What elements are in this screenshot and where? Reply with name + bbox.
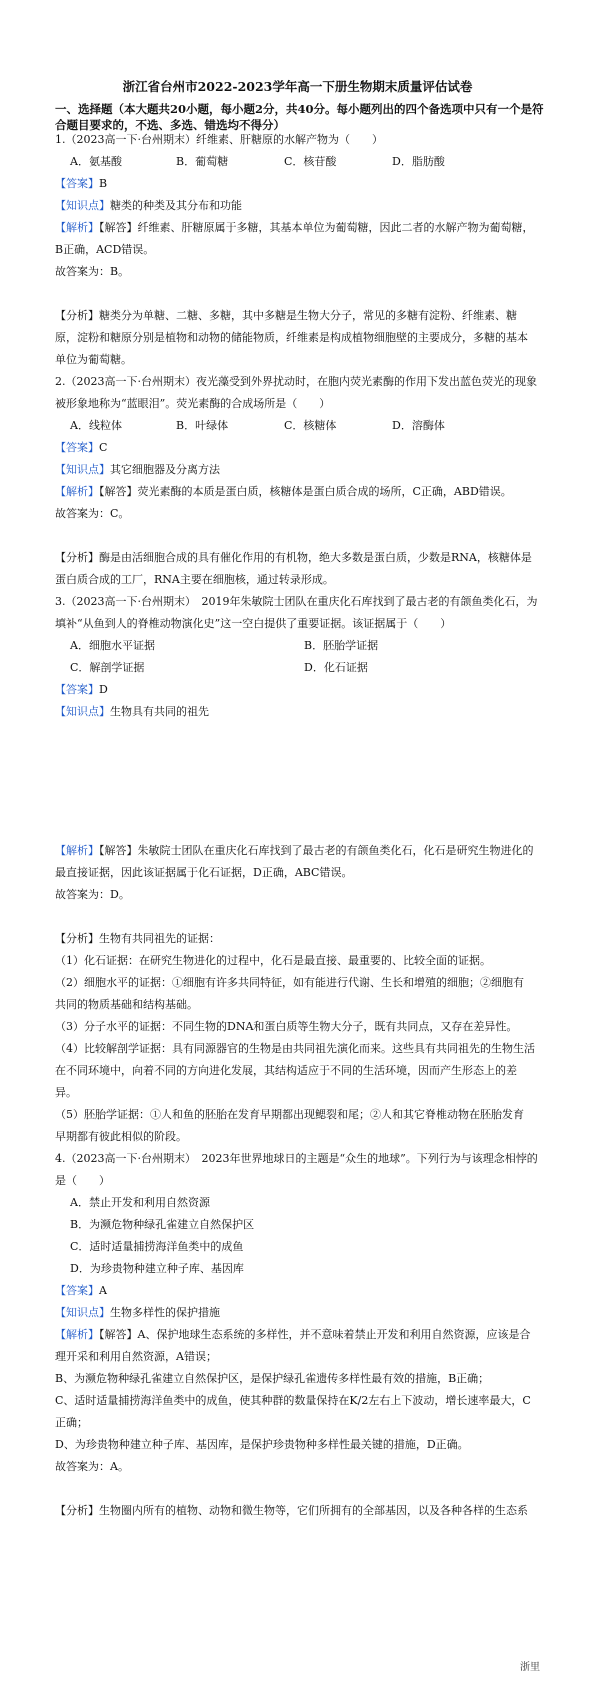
knowledge-tag: 【知识点】 <box>55 199 110 212</box>
option-b: B．为濒危物种绿孔雀建立自然保护区 <box>70 1218 255 1231</box>
analysis-line: C、适时适量捕捞海洋鱼类中的成鱼，使其种群的数量保持在K/2左右上下波动，增长速率最大，C <box>55 1394 531 1407</box>
page-footer: 浙里 <box>520 1662 540 1673</box>
knowledge-value: 生物多样性的保护措施 <box>110 1306 220 1319</box>
analysis-line: 故答案为：A。 <box>55 1460 129 1473</box>
analysis-line: 【解析】【解答】朱敏院士团队在重庆化石库找到了最古老的有颌鱼类化石，化石是研究生物进化的 <box>55 844 534 857</box>
answer-line <box>55 441 545 455</box>
fenxi-tag: 【分析】 <box>55 309 99 322</box>
question-3-options <box>0 661 595 677</box>
option-a: A．细胞水平证据 <box>70 639 155 652</box>
option-b: B．叶绿体 <box>176 419 229 432</box>
knowledge-value: 糖类的种类及其分布和功能 <box>110 199 242 212</box>
fenxi-line: （3）分子水平的证据：不同生物的DNA和蛋白质等生物大分子，既有共同点，又存在差异性。 <box>55 1020 518 1033</box>
knowledge-line <box>55 1306 545 1320</box>
analysis-line: 最直接证据，因此该证据属于化石证据，D正确，ABC错误。 <box>55 866 353 879</box>
fenxi-line: （2）细胞水平的证据：①细胞有许多共同特征，如有能进行代谢、生长和增殖的细胞；②细胞有 <box>55 976 524 989</box>
knowledge-line <box>55 199 545 213</box>
answer-tag: 【答案】 <box>55 683 99 696</box>
analysis-tag: 【解析】 <box>55 221 99 234</box>
knowledge-tag: 【知识点】 <box>55 1306 110 1319</box>
knowledge-line <box>55 705 545 719</box>
fenxi-tag: 【分析】 <box>55 551 99 564</box>
option-d: D．化石证据 <box>304 661 368 674</box>
fenxi-line: 【分析】生物圈内所有的植物、动物和微生物等，它们所拥有的全部基因，以及各种各样的生态系 <box>55 1504 528 1517</box>
question-2-options <box>0 419 595 435</box>
answer-tag: 【答案】 <box>55 1284 99 1297</box>
fenxi-line: 【分析】酶是由活细胞合成的具有催化作用的有机物，绝大多数是蛋白质，少数是RNA，核糖体是 <box>55 551 532 564</box>
fenxi-line: 【分析】生物有共同祖先的证据： <box>55 932 220 945</box>
option-c: C．核苷酸 <box>284 155 337 168</box>
option-a: A．禁止开发和利用自然资源 <box>70 1196 210 1209</box>
knowledge-value: 其它细胞器及分离方法 <box>110 463 220 476</box>
option-c: C．解剖学证据 <box>70 661 145 674</box>
fenxi-line: （5）胚胎学证据：①人和鱼的胚胎在发育早期都出现鳃裂和尾；②人和其它脊椎动物在胚胎发育 <box>55 1108 524 1121</box>
fenxi-line: （1）化石证据：在研究生物进化的过程中，化石是最直接、最重要的、比较全面的证据。 <box>55 954 491 967</box>
answer-tag: 【答案】 <box>55 177 99 190</box>
question-4-stem: 是（ ） <box>55 1174 110 1187</box>
answer-value: D <box>99 683 108 696</box>
knowledge-tag: 【知识点】 <box>55 463 110 476</box>
analysis-line: 【解析】【解答】A、保护地球生态系统的多样性，并不意味着禁止开发和利用自然资源，应该是合 <box>55 1328 531 1341</box>
fenxi-line: 早期都有彼此相似的阶段。 <box>55 1130 187 1143</box>
answer-value: B <box>99 177 108 190</box>
analysis-line: 【解析】【解答】纤维素、肝糖原属于多糖，其基本单位为葡萄糖，因此二者的水解产物为葡萄糖， <box>55 221 534 234</box>
answer-value: C <box>99 441 108 454</box>
knowledge-value: 生物具有共同的祖先 <box>110 705 209 718</box>
analysis-line: D、为珍贵物种建立种子库、基因库，是保护珍贵物种多样性最关键的措施，D正确。 <box>55 1438 469 1451</box>
fenxi-line: （4）比较解剖学证据：具有同源器官的生物是由共同祖先演化而来。这些具有共同祖先的生物生活 <box>55 1042 535 1055</box>
analysis-line: 故答案为：C。 <box>55 507 130 520</box>
answer-line <box>55 1284 545 1298</box>
question-2-stem: 被形象地称为“蓝眼泪”。荧光素酶的合成场所是（ ） <box>55 397 331 410</box>
question-1-options <box>0 155 595 171</box>
knowledge-line <box>55 463 545 477</box>
analysis-line: 【解析】【解答】荧光素酶的本质是蛋白质，核糖体是蛋白质合成的场所，C正确，ABD错误。 <box>55 485 512 498</box>
analysis-line: 理开采和利用自然资源，A错误； <box>55 1350 217 1363</box>
fenxi-line: 【分析】糖类分为单糖、二糖、多糖，其中多糖是生物大分子，常见的多糖有淀粉、纤维素、糖 <box>55 309 517 322</box>
fenxi-line: 单位为葡萄糖。 <box>55 353 132 366</box>
option-c: C．核糖体 <box>284 419 337 432</box>
knowledge-tag: 【知识点】 <box>55 705 110 718</box>
fenxi-tag: 【分析】 <box>55 1504 99 1517</box>
analysis-line: 故答案为：B。 <box>55 265 130 278</box>
answer-tag: 【答案】 <box>55 441 99 454</box>
fenxi-line: 蛋白质合成的工厂，RNA主要在细胞核，通过转录形成。 <box>55 573 334 586</box>
question-3-stem: 填补“从鱼到人的脊椎动物演化史”这一空白提供了重要证据。该证据属于（ ） <box>55 617 452 630</box>
fenxi-line: 在不同环境中，向着不同的方向进化发展，其结构适应于不同的生活环境，因而产生形态上的差 <box>55 1064 517 1077</box>
option-a: A．线粒体 <box>70 419 122 432</box>
option-a: A．氨基酸 <box>70 155 122 168</box>
question-1-stem: 1.（2023高一下·台州期末）纤维素、肝糖原的水解产物为（ ） <box>55 133 383 146</box>
answer-line <box>55 177 545 191</box>
analysis-tag: 【解析】 <box>55 844 99 857</box>
fenxi-tag: 【分析】 <box>55 932 99 945</box>
analysis-line: B、为濒危物种绿孔雀建立自然保护区，是保护绿孔雀遗传多样性最有效的措施，B正确； <box>55 1372 490 1385</box>
option-d: D．为珍贵物种建立种子库、基因库 <box>70 1262 244 1275</box>
analysis-line: 故答案为：D。 <box>55 888 130 901</box>
question-4-stem: 4.（2023高一下·台州期末） 2023年世界地球日的主题是“众生的地球”。下列行为与该理念相悖的 <box>55 1152 538 1165</box>
analysis-line: 正确； <box>55 1416 88 1429</box>
section-heading: 一、选择题（本大题共20小题，每小题2分，共40分。每小题列出的四个备选项中只有一个是符合题目要求的，不选、多选、错选均不得分） <box>55 102 544 132</box>
option-d: D．脂肪酸 <box>392 155 445 168</box>
question-2-stem: 2.（2023高一下·台州期末）夜光藻受到外界扰动时，在胞内荧光素酶的作用下发出蓝色荧光的现象 <box>55 375 537 388</box>
answer-line <box>55 683 545 697</box>
analysis-line: B正确，ACD错误。 <box>55 243 155 256</box>
question-3-stem: 3.（2023高一下·台州期末） 2019年朱敏院士团队在重庆化石库找到了最古老的有颌鱼类化石，为 <box>55 595 538 608</box>
fenxi-line: 异。 <box>55 1086 77 1099</box>
option-b: B．葡萄糖 <box>176 155 229 168</box>
fenxi-line: 共同的物质基础和结构基础。 <box>55 998 198 1011</box>
page-title: 浙江省台州市2022-2023学年高一下册生物期末质量评估试卷 <box>122 79 473 94</box>
answer-value: A <box>99 1284 107 1297</box>
analysis-tag: 【解析】 <box>55 485 99 498</box>
question-3-options <box>0 639 595 655</box>
analysis-tag: 【解析】 <box>55 1328 99 1341</box>
option-b: B．胚胎学证据 <box>304 639 379 652</box>
option-c: C．适时适量捕捞海洋鱼类中的成鱼 <box>70 1240 244 1253</box>
fenxi-line: 原，淀粉和糖原分别是植物和动物的储能物质，纤维素是构成植物细胞壁的主要成分，多糖的基本 <box>55 331 528 344</box>
option-d: D．溶酶体 <box>392 419 445 432</box>
